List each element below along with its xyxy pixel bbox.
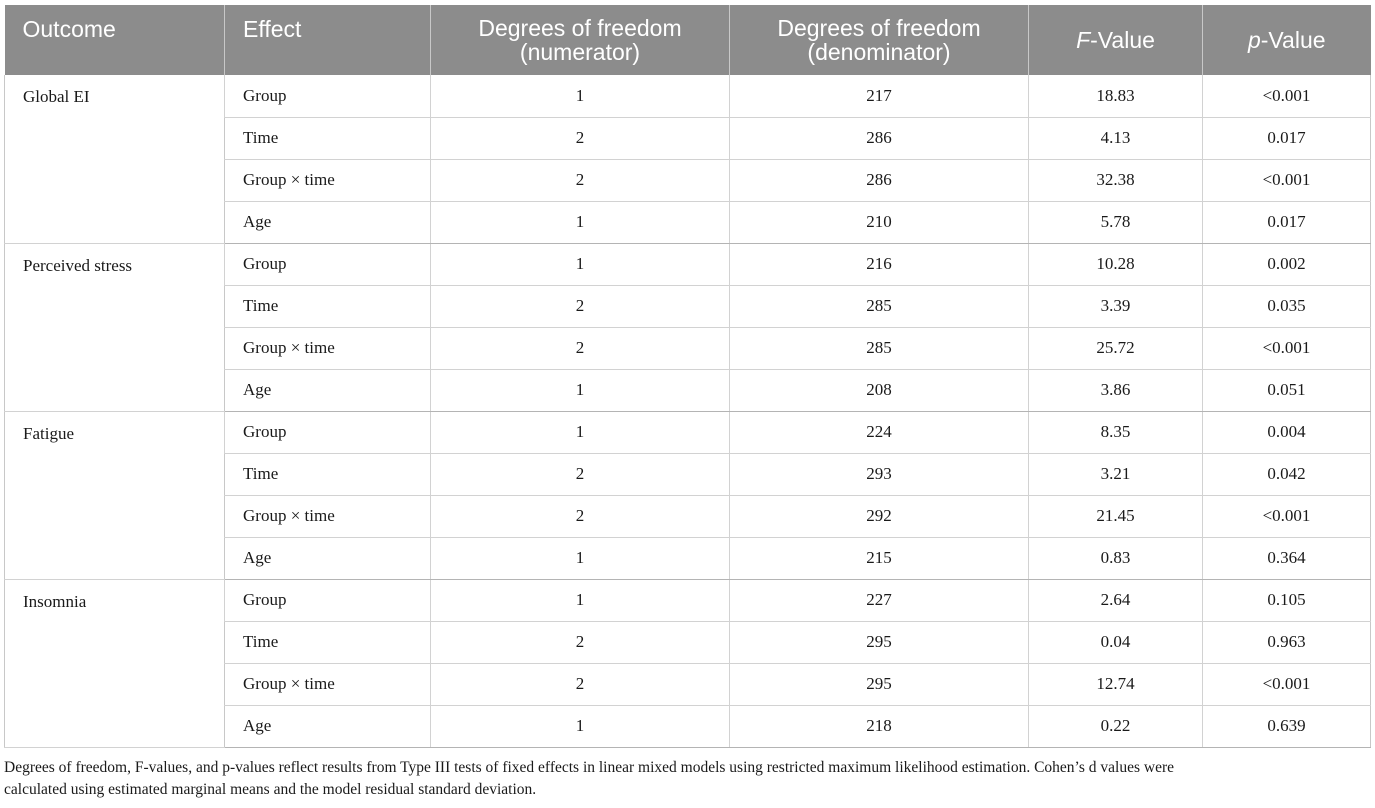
p-value-cell: 0.017 <box>1203 117 1371 159</box>
df-num-cell: 1 <box>431 537 730 579</box>
df-num-cell: 1 <box>431 411 730 453</box>
df-num-cell: 2 <box>431 327 730 369</box>
table-row <box>5 75 1371 117</box>
effect-cell: Group <box>225 411 431 453</box>
f-value-cell: 18.83 <box>1029 75 1203 117</box>
effect-cell: Age <box>225 201 431 243</box>
df-den-cell: 224 <box>730 411 1029 453</box>
df-num-cell: 1 <box>431 75 730 117</box>
effect-cell: Time <box>225 453 431 495</box>
f-value-cell: 21.45 <box>1029 495 1203 537</box>
p-value-cell: 0.364 <box>1203 537 1371 579</box>
df-den-cell: 285 <box>730 285 1029 327</box>
f-value-cell: 5.78 <box>1029 201 1203 243</box>
df-num-cell: 1 <box>431 369 730 411</box>
header-df-denominator: Degrees of freedom (denominator) <box>730 5 1029 75</box>
f-value-cell: 0.83 <box>1029 537 1203 579</box>
outcome-cell: Insomnia <box>5 579 225 747</box>
p-value-cell: 0.002 <box>1203 243 1371 285</box>
outcome-cell: Global EI <box>5 75 225 243</box>
df-num-cell: 2 <box>431 453 730 495</box>
header-effect: Effect <box>225 5 431 75</box>
df-den-cell: 210 <box>730 201 1029 243</box>
df-num-cell: 2 <box>431 285 730 327</box>
table-row <box>5 411 1371 453</box>
df-den-cell: 286 <box>730 159 1029 201</box>
p-value-cell: 0.051 <box>1203 369 1371 411</box>
effect-cell: Time <box>225 117 431 159</box>
p-value-cell: 0.042 <box>1203 453 1371 495</box>
df-den-cell: 295 <box>730 621 1029 663</box>
p-value-cell: 0.105 <box>1203 579 1371 621</box>
df-num-cell: 2 <box>431 663 730 705</box>
f-value-cell: 2.64 <box>1029 579 1203 621</box>
effect-cell: Age <box>225 705 431 747</box>
f-value-cell: 3.21 <box>1029 453 1203 495</box>
table-row <box>5 579 1371 621</box>
df-den-cell: 295 <box>730 663 1029 705</box>
df-num-cell: 1 <box>431 201 730 243</box>
footnote-line-2: calculated using estimated marginal means and the model residual standard deviation. <box>4 781 537 798</box>
effect-cell: Group × time <box>225 495 431 537</box>
df-num-cell: 2 <box>431 621 730 663</box>
effect-cell: Group <box>225 243 431 285</box>
df-den-cell: 217 <box>730 75 1029 117</box>
df-den-cell: 227 <box>730 579 1029 621</box>
p-value-cell: <0.001 <box>1203 159 1371 201</box>
results-table <box>4 5 1371 748</box>
p-value-cell: 0.004 <box>1203 411 1371 453</box>
p-value-cell: <0.001 <box>1203 663 1371 705</box>
effect-cell: Group <box>225 75 431 117</box>
df-num-cell: 1 <box>431 243 730 285</box>
effect-cell: Group × time <box>225 663 431 705</box>
outcome-cell: Perceived stress <box>5 243 225 411</box>
df-den-cell: 216 <box>730 243 1029 285</box>
df-den-cell: 292 <box>730 495 1029 537</box>
effect-cell: Group × time <box>225 327 431 369</box>
header-f-value <box>1029 5 1203 75</box>
header-df-numerator: Degrees of freedom (numerator) <box>431 5 730 75</box>
outcome-cell: Fatigue <box>5 411 225 579</box>
p-value-cell: 0.963 <box>1203 621 1371 663</box>
effect-cell: Group <box>225 579 431 621</box>
p-value-cell: <0.001 <box>1203 495 1371 537</box>
effect-cell: Time <box>225 285 431 327</box>
f-value-cell: 3.39 <box>1029 285 1203 327</box>
df-num-cell: 2 <box>431 117 730 159</box>
df-den-cell: 208 <box>730 369 1029 411</box>
p-value-cell: 0.035 <box>1203 285 1371 327</box>
df-den-cell: 285 <box>730 327 1029 369</box>
effect-cell: Age <box>225 537 431 579</box>
f-value-cell: 8.35 <box>1029 411 1203 453</box>
effect-cell: Group × time <box>225 159 431 201</box>
header-p-letter: p <box>1247 27 1261 53</box>
df-num-cell: 1 <box>431 579 730 621</box>
p-value-cell: 0.639 <box>1203 705 1371 747</box>
f-value-cell: 0.22 <box>1029 705 1203 747</box>
effect-cell: Time <box>225 621 431 663</box>
header-row <box>5 5 1371 75</box>
header-p-suffix: -Value <box>1260 27 1326 53</box>
f-value-cell: 10.28 <box>1029 243 1203 285</box>
table-header <box>5 5 1371 75</box>
f-value-cell: 3.86 <box>1029 369 1203 411</box>
effect-cell: Age <box>225 369 431 411</box>
table-body <box>5 75 1371 747</box>
footnote-line-1: Degrees of freedom, F-values, and p-values reflect results from Type III tests of fixed effects in linear mixed models using restricted maximum likelihood estimation. Cohen’s d values were <box>4 759 1174 776</box>
f-value-cell: 32.38 <box>1029 159 1203 201</box>
df-den-cell: 286 <box>730 117 1029 159</box>
f-value-cell: 0.04 <box>1029 621 1203 663</box>
table-row <box>5 243 1371 285</box>
df-den-cell: 293 <box>730 453 1029 495</box>
p-value-cell: <0.001 <box>1203 327 1371 369</box>
f-value-cell: 12.74 <box>1029 663 1203 705</box>
df-num-cell: 2 <box>431 495 730 537</box>
f-value-cell: 25.72 <box>1029 327 1203 369</box>
f-value-cell: 4.13 <box>1029 117 1203 159</box>
header-p-value <box>1203 5 1371 75</box>
header-f-letter: F <box>1076 27 1091 53</box>
table-footnote <box>4 757 1370 801</box>
df-den-cell: 215 <box>730 537 1029 579</box>
p-value-cell: 0.017 <box>1203 201 1371 243</box>
p-value-cell: <0.001 <box>1203 75 1371 117</box>
header-outcome: Outcome <box>5 5 225 75</box>
header-f-suffix: -Value <box>1090 27 1155 53</box>
df-num-cell: 2 <box>431 159 730 201</box>
df-den-cell: 218 <box>730 705 1029 747</box>
df-num-cell: 1 <box>431 705 730 747</box>
